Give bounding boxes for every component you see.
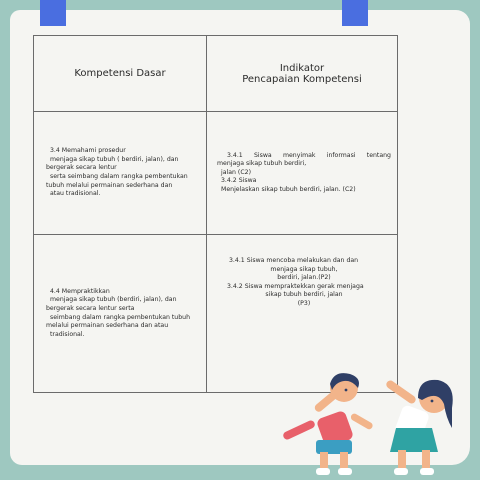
header-right-line1: Indikator — [279, 62, 325, 74]
indicator-line: 3.4.1 Siswa menyimak informasi tentang — [227, 151, 391, 159]
header-left-label: Kompetensi Dasar — [74, 68, 166, 79]
indicator-line: jalan (C2) — [221, 168, 251, 176]
kd-line: serta seimbang dalam rangka pembentukan — [50, 173, 188, 180]
kd-line: tubuh melalui permainan sederhana dan — [46, 181, 173, 189]
indicator-line: (P3) — [297, 299, 311, 307]
children-exercising-icon — [272, 368, 472, 480]
indicator-line: 3.4.2 Siswa — [221, 177, 257, 185]
indicator-line: Menjelaskan sikap tubuh berdiri, jalan. (C2) — [221, 185, 356, 193]
tape-right — [342, 0, 368, 26]
kd-cell-3-4 — [34, 112, 207, 235]
indicator-line: berdiri, jalan.(P2) — [277, 274, 331, 282]
kd-line: atau tradisional. — [50, 190, 101, 198]
header-row — [34, 36, 398, 112]
header-right-line2: Pencapaian Kompetensi — [242, 73, 362, 85]
header-indikator — [207, 36, 398, 112]
table-row — [34, 112, 398, 235]
kd-line: bergerak secara lentur — [46, 164, 117, 172]
indikator-cell-3-4 — [207, 112, 398, 235]
competency-table — [33, 35, 398, 393]
indicator-line: menjaga sikap tubuh berdiri, — [217, 160, 307, 168]
kd-line: bergerak secara lentur serta — [46, 304, 135, 312]
indicator-line: sikap tubuh berdiri, jalan — [265, 291, 343, 299]
kd-line: melalui permainan sederhana dan atau — [46, 322, 169, 330]
indicator-line: menjaga sikap tubuh, — [270, 265, 338, 273]
kd-line: menjaga sikap tubuh (berdiri, jalan), dan — [50, 296, 177, 304]
kd-line: tradisional. — [50, 330, 85, 338]
header-kompetensi-dasar — [34, 36, 207, 112]
kd-line: seimbang dalam rangka pembentukan tubuh — [50, 313, 190, 321]
indicator-line: 3.4.1 Siswa mencoba melakukan dan dan — [229, 257, 359, 264]
girl-figure-icon — [385, 379, 453, 475]
boy-figure-icon — [282, 373, 374, 475]
kd-line: menjaga sikap tubuh ( berdiri, jalan), dan — [50, 155, 179, 163]
indicator-line: 3.4.2 Siswa mempraktekkan gerak menjaga — [227, 282, 364, 290]
tape-left — [40, 0, 66, 26]
kd-line: 3.4 Memahami prosedur — [50, 147, 126, 155]
kd-cell-4-4 — [34, 235, 207, 393]
kd-line: 4.4 Mempraktikkan — [50, 287, 110, 295]
